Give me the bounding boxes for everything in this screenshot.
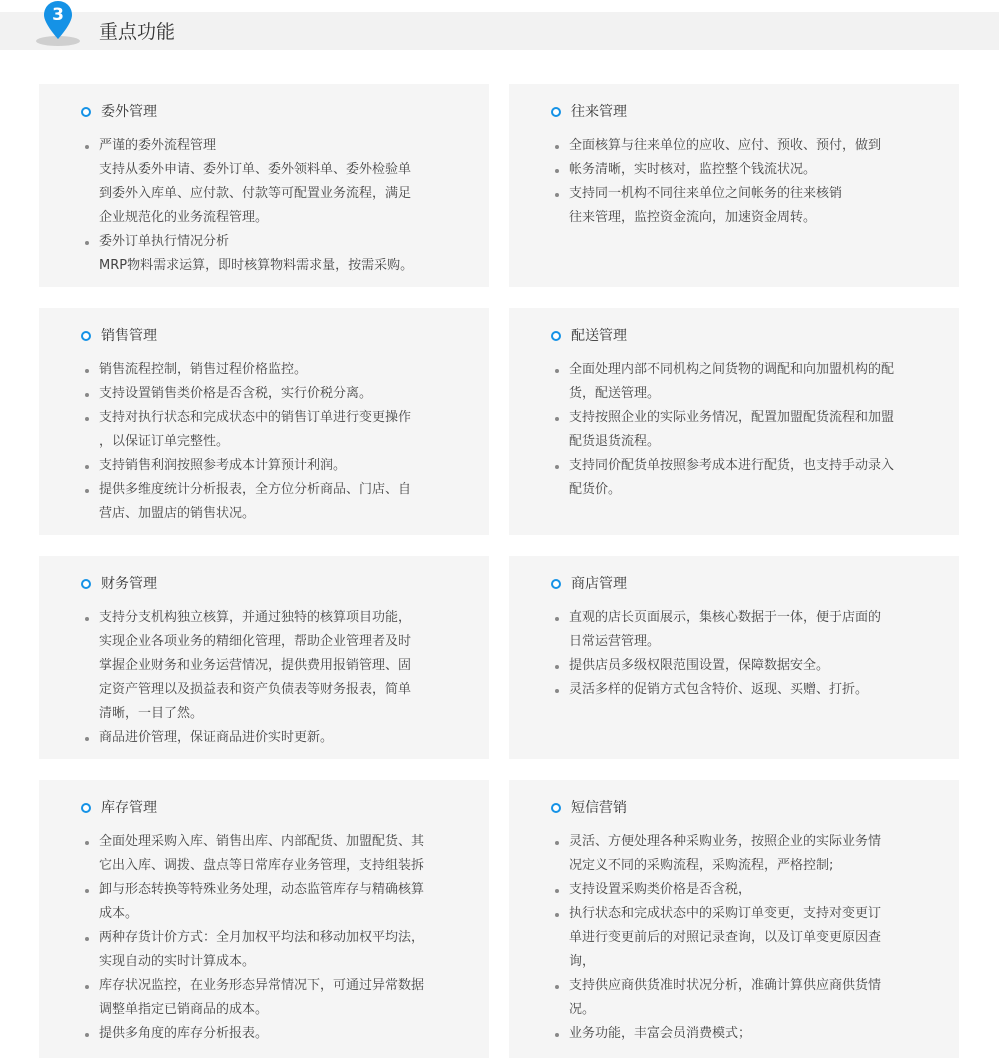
- feature-list: [85, 830, 455, 1046]
- feature-card-distribution: [509, 308, 959, 535]
- card-header: [551, 326, 627, 346]
- list-item: 提供多维度统计分析报表，全方位分析商品、门店、自: [85, 478, 455, 502]
- list-item: 商品进价管理，保证商品进价实时更新。: [85, 726, 455, 750]
- feature-card-sales: [39, 308, 489, 535]
- list-item: 往来管理，监控资金流向，加速资金周转。: [569, 210, 817, 225]
- card-header: [81, 102, 157, 122]
- list-item: 支持设置销售类价格是否含税，实行价税分离。: [85, 382, 455, 406]
- list-item: 实现企业各项业务的精细化管理，帮助企业管理者及时: [99, 634, 412, 649]
- feature-list: [85, 134, 455, 278]
- list-item: 支持同一机构不同往来单位之间帐务的往来核销: [555, 182, 925, 206]
- card-title: 往来管理: [571, 104, 627, 120]
- feature-card-finance: [39, 556, 489, 759]
- list-item: 况。: [569, 1002, 596, 1017]
- list-item: 营店、加盟店的销售状况。: [99, 506, 256, 521]
- list-item: 库存状况监控，在业务形态异常情况下，可通过异常数据: [85, 974, 455, 998]
- card-header: [551, 798, 627, 818]
- list-item: 配货价。: [569, 482, 622, 497]
- list-item: 帐务清晰，实时核对，监控整个钱流状况。: [555, 158, 925, 182]
- card-header: [81, 798, 157, 818]
- list-item: 业务功能，丰富会员消费模式；: [555, 1022, 925, 1046]
- card-title: 委外管理: [101, 104, 157, 120]
- list-item: 实现自动的实时计算成本。: [99, 954, 256, 969]
- section-title: 重点功能: [99, 21, 176, 43]
- feature-list: [555, 606, 925, 702]
- list-item: 清晰，一目了然。: [99, 706, 204, 721]
- list-item: 直观的店长页面展示，集核心数据于一体，便于店面的: [555, 606, 925, 630]
- bullet-ring-icon: [551, 803, 561, 813]
- list-item: 支持设置采购类价格是否含税，: [555, 878, 925, 902]
- list-item: 销售流程控制，销售过程价格监控。: [85, 358, 455, 382]
- list-item: 提供多角度的库存分析报表。: [85, 1022, 455, 1046]
- feature-card-accounts: [509, 84, 959, 287]
- card-title: 配送管理: [571, 328, 627, 344]
- list-item: 支持同价配货单按照参考成本进行配货，也支持手动录入: [555, 454, 925, 478]
- list-item: 支持从委外申请、委外订单、委外领料单、委外检验单: [99, 162, 412, 177]
- bullet-ring-icon: [551, 579, 561, 589]
- feature-list: [555, 134, 925, 230]
- list-item: 货，配送管理。: [569, 386, 661, 401]
- list-item: 全面核算与往来单位的应收、应付、预收、预付，做到: [555, 134, 925, 158]
- list-item: 支持按照企业的实际业务情况，配置加盟配货流程和加盟: [555, 406, 925, 430]
- list-item: MRP物料需求运算，即时核算物料需求量，按需采购。: [99, 258, 414, 273]
- bullet-ring-icon: [81, 331, 91, 341]
- card-title: 销售管理: [101, 328, 157, 344]
- feature-card-store: [509, 556, 959, 759]
- list-item: 全面处理采购入库、销售出库、内部配货、加盟配货、其: [85, 830, 455, 854]
- list-item: 严谨的委外流程管理: [85, 134, 455, 158]
- list-item: 它出入库、调拨、盘点等日常库存业务管理，支持组装拆: [99, 858, 425, 873]
- list-item: 支持分支机构独立核算，并通过独特的核算项目功能，: [85, 606, 455, 630]
- list-item: 单进行变更前后的对照记录查询，以及订单变更原因查: [569, 930, 882, 945]
- card-header: [551, 574, 627, 594]
- list-item: 支持销售利润按照参考成本计算预计利润。: [85, 454, 455, 478]
- list-item: 配货退货流程。: [569, 434, 661, 449]
- section-number: 3: [52, 5, 64, 25]
- feature-card-sms-marketing: [509, 780, 959, 1058]
- list-item: 灵活、方便处理各种采购业务，按照企业的实际业务情: [555, 830, 925, 854]
- card-header: [81, 574, 157, 594]
- card-title: 短信营销: [571, 800, 627, 816]
- list-item: 况定义不同的采购流程，采购流程，严格控制;: [569, 858, 834, 873]
- card-title: 商店管理: [571, 576, 627, 592]
- bullet-ring-icon: [81, 107, 91, 117]
- list-item: 询，: [569, 954, 596, 969]
- list-item: 支持对执行状态和完成状态中的销售订单进行变更操作: [85, 406, 455, 430]
- feature-card-inventory: [39, 780, 489, 1058]
- feature-list: [85, 606, 455, 750]
- list-item: 委外订单执行情况分析: [85, 230, 455, 254]
- list-item: 提供店员多级权限范围设置，保障数据安全。: [555, 654, 925, 678]
- bullet-ring-icon: [551, 331, 561, 341]
- list-item: 定资产管理以及损益表和资产负债表等财务报表，简单: [99, 682, 412, 697]
- list-item: 卸与形态转换等特殊业务处理，动态监管库存与精确核算: [85, 878, 455, 902]
- bullet-ring-icon: [81, 579, 91, 589]
- list-item: ，以保证订单完整性。: [99, 434, 230, 449]
- feature-list: [85, 358, 455, 526]
- feature-list: [555, 830, 925, 1046]
- list-item: 到委外入库单、应付款、付款等可配置业务流程，满足: [99, 186, 412, 201]
- bullet-ring-icon: [551, 107, 561, 117]
- feature-card-outsourcing: [39, 84, 489, 287]
- list-item: 成本。: [99, 906, 139, 921]
- card-header: [551, 102, 627, 122]
- list-item: 全面处理内部不同机构之间货物的调配和向加盟机构的配: [555, 358, 925, 382]
- list-item: 日常运营管理。: [569, 634, 661, 649]
- card-title: 库存管理: [101, 800, 157, 816]
- list-item: 调整单指定已销商品的成本。: [99, 1002, 269, 1017]
- card-header: [81, 326, 157, 346]
- list-item: 两种存货计价方式：全月加权平均法和移动加权平均法，: [85, 926, 455, 950]
- card-title: 财务管理: [101, 576, 157, 592]
- feature-list: [555, 358, 925, 502]
- bullet-ring-icon: [81, 803, 91, 813]
- list-item: 灵活多样的促销方式包含特价、返现、买赠、打折。: [555, 678, 925, 702]
- list-item: 企业规范化的业务流程管理。: [99, 210, 269, 225]
- list-item: 支持供应商供货准时状况分析，准确计算供应商供货情: [555, 974, 925, 998]
- list-item: 执行状态和完成状态中的采购订单变更，支持对变更订: [555, 902, 925, 926]
- list-item: 掌握企业财务和业务运营情况，提供费用报销管理、固: [99, 658, 412, 673]
